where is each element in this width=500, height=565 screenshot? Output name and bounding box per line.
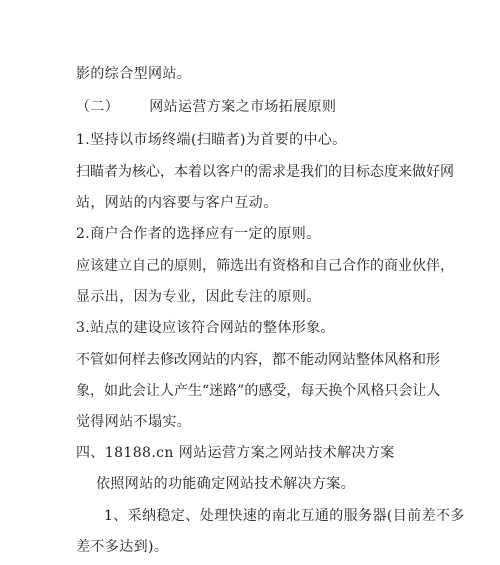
principle-1-text-line-2: 站，网站的内容要与客户互动。	[76, 195, 278, 211]
principle-3-text-line-1: 不管如何样去修改网站的内容，都不能动网站整体风格和形	[76, 352, 440, 368]
technical-item-1-line-2: 差不多达到)。	[76, 539, 169, 555]
section-heading-2	[76, 95, 336, 119]
principle-3-heading: 3.站点的建设应该符合网站的整体形象。	[76, 320, 335, 336]
principle-1-text-line-1: 扫瞄者为核心，本着以客户的需求是我们的目标态度来做好网	[76, 164, 454, 180]
technical-intro: 依照网站的功能确定网站技术解决方案。	[96, 476, 356, 492]
principle-2-text-line-1: 应该建立自己的原则，筛选出有资格和自己合作的商业伙伴，	[76, 258, 454, 274]
principle-3-text-line-2: 象，如此会让人产生“迷路”的感受，每天换个风格只会让人	[76, 383, 441, 399]
section-number: （二）	[76, 99, 120, 115]
section-title: 网站运营方案之市场拓展原则	[149, 99, 337, 115]
technical-item-1-line-1: 1、采纳稳定、处理快速的南北互通的服务器(目前差不多	[104, 508, 465, 524]
principle-2-heading: 2.商户合作者的选择应有一定的原则。	[76, 226, 321, 242]
principle-2-text-line-2: 显示出，因为专业，因此专注的原则。	[76, 289, 321, 305]
paragraph-continuation: 影的综合型网站。	[76, 66, 192, 82]
section-heading-4: 四、18188.cn 网站运营方案之网站技术解决方案	[76, 445, 395, 461]
principle-3-text-line-3: 觉得网站不塌实。	[76, 414, 192, 430]
principle-1-heading: 1.坚持以市场终端(扫瞄者)为首要的中心。	[76, 132, 347, 148]
